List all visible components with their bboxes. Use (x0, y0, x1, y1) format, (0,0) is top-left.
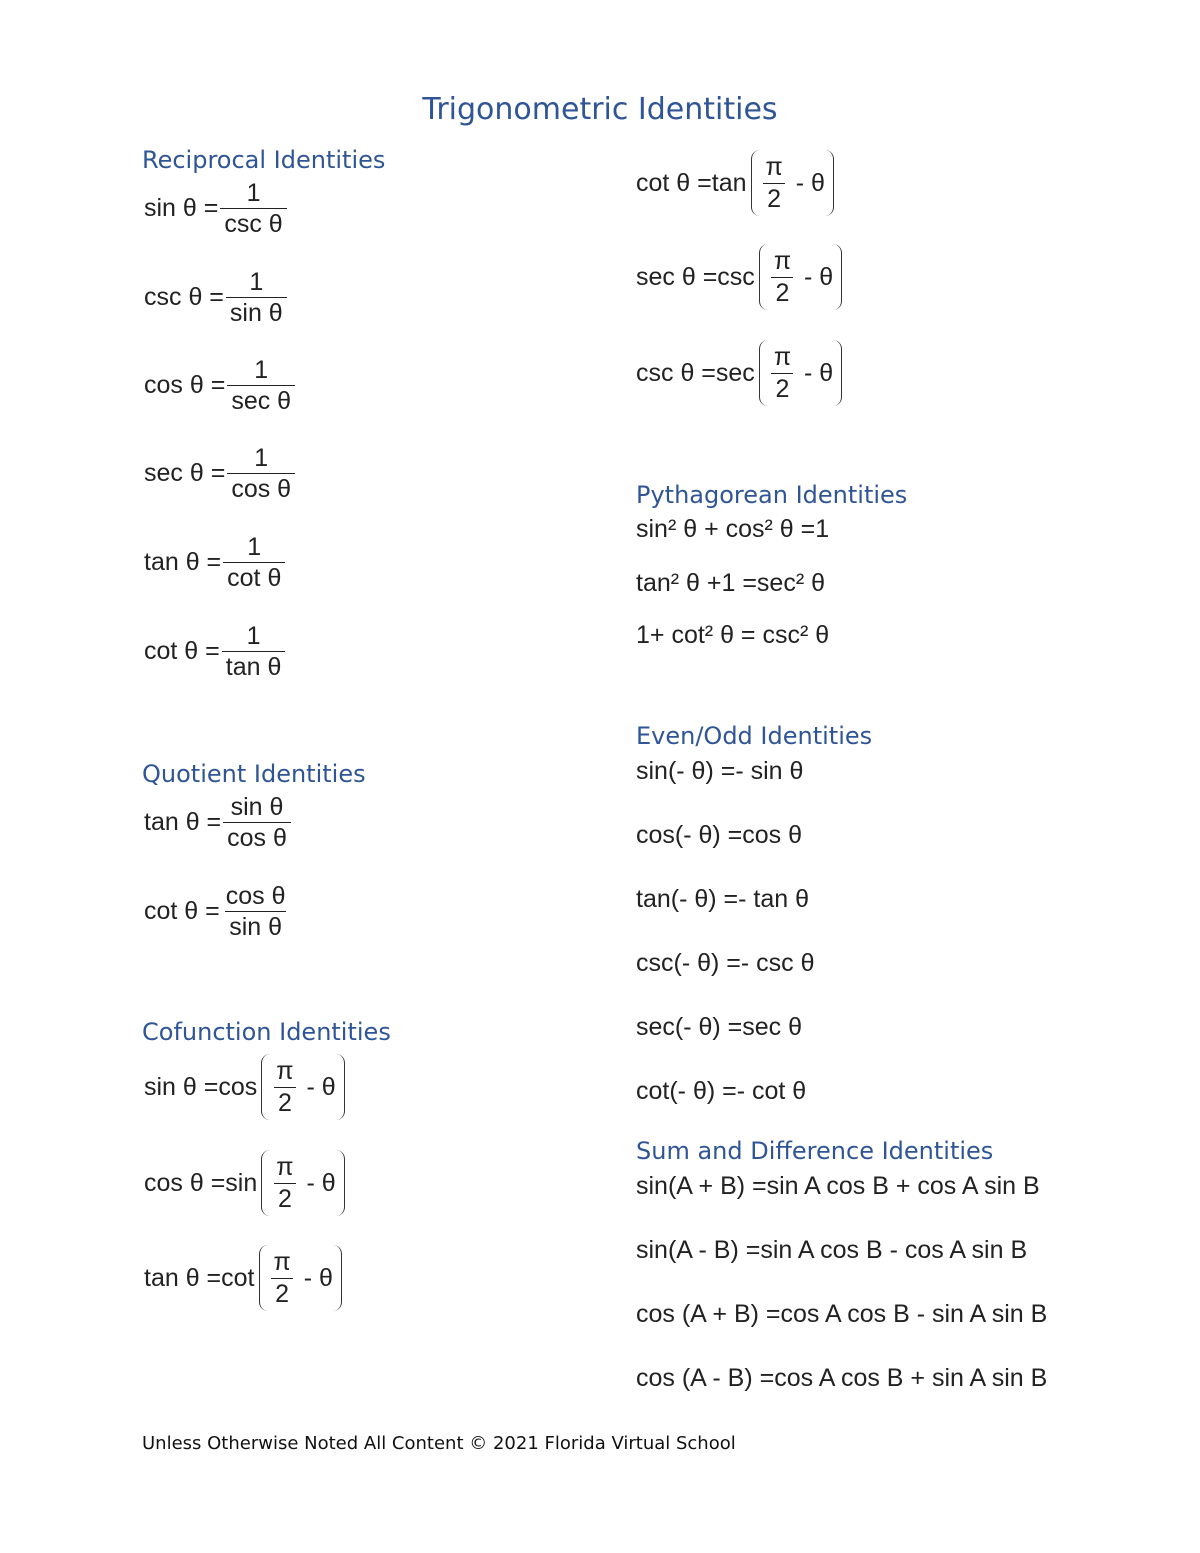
pythagorean-2: tan² θ +1 =sec² θ (636, 569, 826, 597)
cofunction-tan: tan θ =cot $\frac{\pi}{2}$ - θ (144, 1245, 342, 1311)
evenodd-cot: cot(- θ) =- cot θ (636, 1077, 807, 1105)
heading-evenodd: Even/Odd Identities (636, 722, 873, 750)
reciprocal-sec: sec θ = $\frac{1}{\text{cos θ}}$ (144, 445, 297, 503)
evenodd-cos: cos(- θ) =cos θ (636, 821, 803, 849)
quotient-cot: cot θ = $\frac{\text{cos θ}}{\text{sin θ}}$ (144, 882, 286, 942)
evenodd-csc: csc(- θ) =- csc θ (636, 949, 815, 977)
quotient-tan: tan θ = $\frac{\text{sin θ}}{\text{cos θ}}$ (144, 794, 293, 852)
heading-cofunction: Cofunction Identities (142, 1018, 391, 1046)
sumdiff-2: sin(A - B) =sin A cos B - cos A sin B (636, 1236, 1028, 1264)
pythagorean-3: 1+ cot² θ = csc² θ (636, 621, 830, 649)
reciprocal-cos: cos θ = $\frac{1}{\text{sec θ}}$ (144, 357, 297, 415)
heading-sumdiff: Sum and Difference Identities (636, 1137, 994, 1165)
sumdiff-4: cos (A - B) =cos A cos B + sin A sin B (636, 1364, 1048, 1392)
reciprocal-cot: cot θ = $\frac{1}{\text{tan θ}}$ (144, 623, 287, 681)
pythagorean-1: sin² θ + cos² θ =1 (636, 515, 830, 543)
sumdiff-1: sin(A + B) =sin A cos B + cos A sin B (636, 1172, 1040, 1200)
cofunction-csc: csc θ =sec $\frac{\pi}{2}$ - θ (636, 340, 842, 406)
heading-pythagorean: Pythagorean Identities (636, 481, 908, 509)
cofunction-sin: sin θ =cos $\frac{\pi}{2}$ - θ (144, 1054, 345, 1120)
heading-reciprocal: Reciprocal Identities (142, 146, 386, 174)
reciprocal-csc: csc θ = $\frac{1}{\text{sin θ}}$ (144, 269, 289, 327)
page-title: Trigonometric Identities (422, 92, 778, 127)
cofunction-cos: cos θ =sin $\frac{\pi}{2}$ - θ (144, 1150, 345, 1216)
reciprocal-sin: sin θ = $\frac{1}{\text{csc θ}}$ (144, 180, 289, 238)
evenodd-sin: sin(- θ) =- sin θ (636, 757, 804, 785)
cofunction-sec: sec θ =csc $\frac{\pi}{2}$ - θ (636, 244, 842, 310)
sumdiff-3: cos (A + B) =cos A cos B - sin A sin B (636, 1300, 1048, 1328)
evenodd-tan: tan(- θ) =- tan θ (636, 885, 809, 913)
cofunction-cot: cot θ =tan $\frac{\pi}{2}$ - θ (636, 150, 834, 216)
reciprocal-tan: tan θ = $\frac{1}{\text{cot θ}}$ (144, 534, 287, 592)
heading-quotient: Quotient Identities (142, 760, 366, 788)
footer-copyright: Unless Otherwise Noted All Content © 2021 Florida Virtual School (142, 1433, 736, 1454)
evenodd-sec: sec(- θ) =sec θ (636, 1013, 803, 1041)
